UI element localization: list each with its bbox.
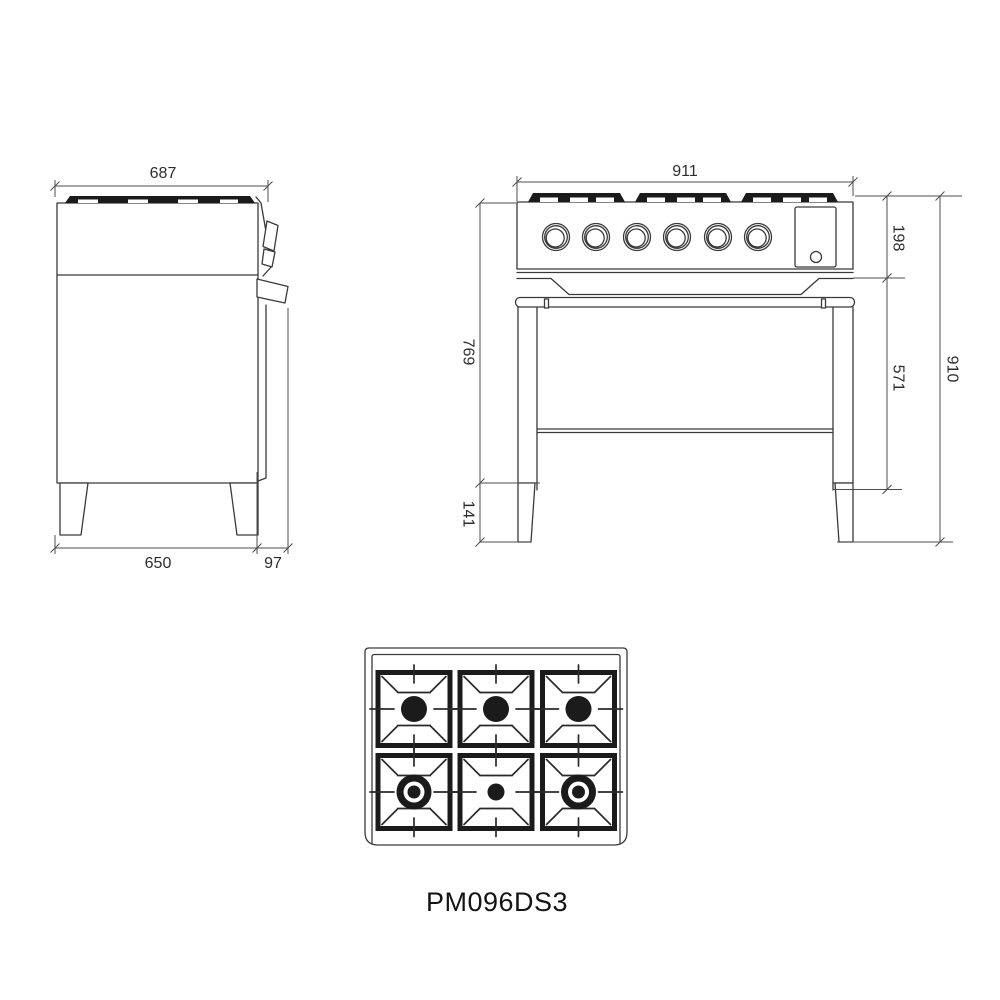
burner-medium — [483, 696, 509, 722]
front-right-leg — [835, 483, 853, 542]
front-control-knobs — [543, 224, 772, 251]
side-knob-base-profile — [262, 249, 275, 267]
top-view-drawing — [365, 648, 627, 845]
front-grate-bars — [528, 193, 838, 202]
dim-label-front-oven-height: 571 — [889, 364, 907, 392]
side-door-edge — [258, 305, 266, 481]
dim-label-side-handle-depth: 97 — [264, 555, 282, 572]
front-left-leg — [518, 483, 535, 542]
hob-grates — [370, 665, 623, 837]
side-left-leg — [60, 483, 88, 535]
front-underframe — [518, 299, 853, 490]
dim-label-front-body-height: 769 — [459, 338, 477, 366]
front-view-drawing — [460, 163, 963, 547]
burner-small — [488, 784, 505, 801]
burner-large — [397, 775, 432, 810]
dim-label-side-bottom-width: 650 — [144, 555, 172, 572]
dim-label-front-total-height: 910 — [943, 355, 961, 383]
front-worktop-band — [516, 269, 855, 307]
burner-medium — [566, 696, 592, 722]
front-handle-recess — [517, 279, 853, 295]
side-view-drawing — [51, 165, 293, 572]
dim-label-front-leg-height: 141 — [459, 500, 477, 528]
front-control-panel-plate — [795, 207, 836, 267]
model-number-label: PM096DS3 — [425, 887, 569, 917]
dim-label-front-width: 911 — [672, 163, 698, 180]
side-right-leg — [230, 483, 258, 535]
burner-medium — [401, 696, 427, 722]
side-body-outline — [57, 203, 258, 483]
dim-label-side-top-width: 687 — [149, 165, 177, 182]
side-door-handle — [257, 279, 288, 303]
dim-label-front-control-height: 198 — [889, 224, 907, 252]
burner-large — [561, 775, 596, 810]
